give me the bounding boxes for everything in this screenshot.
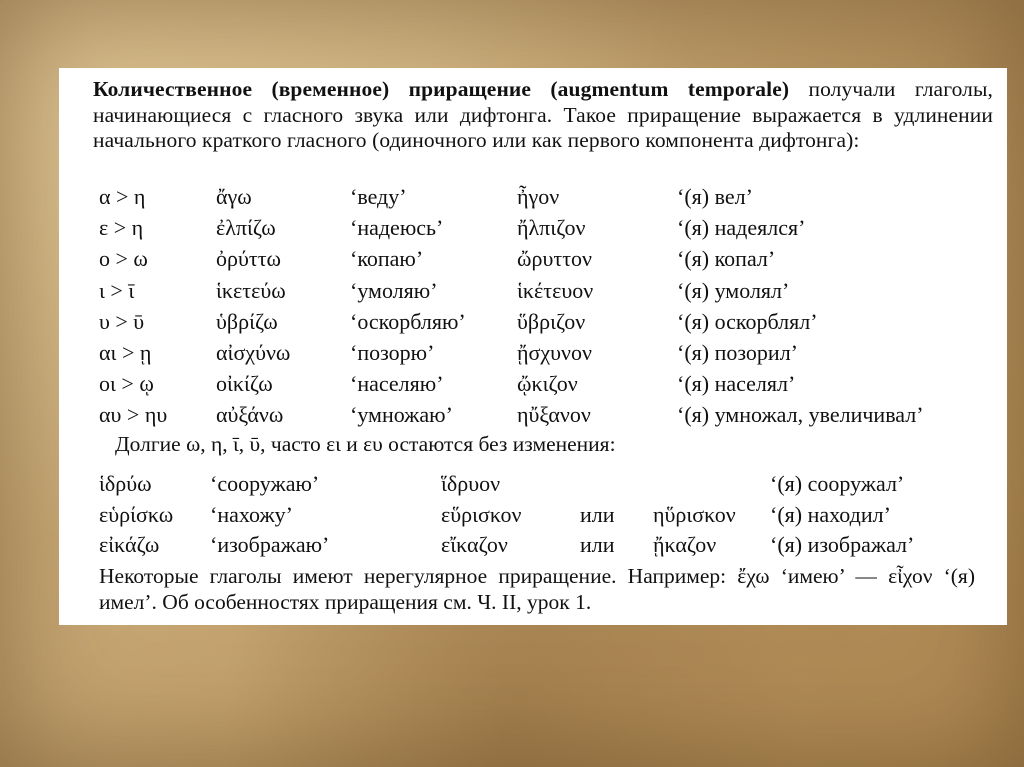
table-row bbox=[93, 530, 993, 561]
imperfect-gloss: ‘(я) находил’ bbox=[770, 501, 891, 527]
present-gloss: ‘умножаю’ bbox=[350, 402, 453, 428]
connector-word: или bbox=[580, 501, 615, 527]
vowel-change: υ > ῡ bbox=[99, 308, 145, 334]
imperfect-gloss: ‘(я) умножал, увеличивал’ bbox=[677, 402, 924, 428]
augment-table bbox=[93, 181, 993, 431]
imperfect-form: ὕβριζον bbox=[517, 308, 586, 334]
imperfect-gloss: ‘(я) позорил’ bbox=[677, 339, 799, 365]
table-row bbox=[93, 337, 993, 368]
imperfect-gloss: ‘(я) сооружал’ bbox=[770, 471, 905, 496]
present-form: αἰσχύνω bbox=[216, 339, 291, 365]
text-page bbox=[59, 68, 1007, 625]
imperfect-form: ᾔσχυνον bbox=[517, 339, 592, 365]
present-form: οἰκίζω bbox=[216, 371, 273, 397]
imperfect-gloss: ‘(я) копал’ bbox=[677, 246, 776, 272]
present-gloss: ‘изображаю’ bbox=[210, 532, 330, 557]
present-form: ἄγω bbox=[216, 184, 252, 209]
table-row bbox=[93, 500, 993, 531]
present-form: ἐλπίζω bbox=[216, 215, 276, 241]
present-form: αὐξάνω bbox=[216, 402, 284, 428]
table-row bbox=[93, 306, 993, 337]
present-gloss: ‘копаю’ bbox=[350, 246, 424, 272]
vowel-change: ο > ω bbox=[99, 246, 148, 272]
table-row bbox=[93, 243, 993, 274]
intro-term: Количественное (временное) приращение (augmentum temporale) bbox=[93, 77, 790, 101]
table-row bbox=[93, 212, 993, 243]
vowel-change: αυ > ηυ bbox=[99, 402, 168, 428]
variant-form: ηὕρισκον bbox=[653, 501, 736, 527]
imperfect-form: ἵδρυον bbox=[441, 471, 501, 496]
imperfect-gloss: ‘(я) оскорблял’ bbox=[677, 308, 818, 334]
table-row bbox=[93, 399, 993, 430]
vowel-change: ι > ῑ bbox=[99, 277, 135, 303]
imperfect-gloss: ‘(я) населял’ bbox=[677, 371, 796, 397]
table-row bbox=[93, 469, 993, 500]
imperfect-form: εἴκαζον bbox=[441, 532, 508, 557]
long-vowels-note: Долгие ω, η, ῑ, ῡ, часто ει и ευ остаются без изменения: bbox=[115, 432, 616, 456]
vowel-change: αι > ῃ bbox=[99, 339, 152, 365]
imperfect-gloss: ‘(я) вел’ bbox=[677, 184, 753, 209]
imperfect-form: ἤλπιζον bbox=[517, 215, 586, 241]
present-form: εἰκάζω bbox=[99, 532, 160, 557]
present-gloss: ‘умоляю’ bbox=[350, 277, 438, 303]
present-gloss: ‘надеюсь’ bbox=[350, 215, 444, 241]
imperfect-gloss: ‘(я) умолял’ bbox=[677, 277, 790, 303]
vowel-change: α > η bbox=[99, 184, 146, 209]
present-form: ἱκετεύω bbox=[216, 277, 286, 303]
imperfect-form: εὕρισκον bbox=[441, 501, 522, 527]
intro-text: получали глаголы, начинающиеся с гласного звука или дифтонга. Такое приращение выражается в удлинении начального краткого гласного (одиночного или как первого компонента дифтонга): bbox=[93, 77, 993, 152]
present-form: ἱδρύω bbox=[99, 471, 152, 496]
present-gloss: ‘нахожу’ bbox=[210, 501, 294, 527]
table-row bbox=[93, 368, 993, 399]
present-form: ὑβρίζω bbox=[216, 308, 278, 334]
intro-paragraph bbox=[93, 77, 993, 154]
imperfect-gloss: ‘(я) изображал’ bbox=[770, 532, 915, 557]
variant-form: ᾔκαζον bbox=[653, 532, 717, 557]
vowel-change: οι > ῳ bbox=[99, 371, 154, 397]
imperfect-form: ηὔξανον bbox=[517, 402, 591, 428]
present-gloss: ‘сооружаю’ bbox=[210, 471, 320, 496]
present-gloss: ‘оскорбляю’ bbox=[350, 308, 466, 334]
present-gloss: ‘веду’ bbox=[350, 184, 407, 209]
imperfect-form: ἱκέτευον bbox=[517, 277, 594, 303]
imperfect-gloss: ‘(я) надеялся’ bbox=[677, 215, 806, 241]
unchanged-table bbox=[93, 469, 993, 561]
present-gloss: ‘позорю’ bbox=[350, 339, 435, 365]
present-gloss: ‘населяю’ bbox=[350, 371, 444, 397]
present-form: ὀρύττω bbox=[216, 246, 282, 272]
connector-word: или bbox=[580, 532, 615, 557]
page-content bbox=[93, 77, 993, 614]
vowel-change: ε > η bbox=[99, 215, 144, 241]
table-row bbox=[93, 181, 993, 212]
irregular-augment-paragraph: Некоторые глаголы имеют нерегулярное приращение. Например: ἔχω ‘имею’ — εἶχον ‘(я) имел’. Об особенностях приращения см. Ч. II, урок 1. bbox=[99, 564, 975, 614]
present-form: εὑρίσκω bbox=[99, 501, 174, 527]
table-row bbox=[93, 275, 993, 306]
imperfect-form: ἦγον bbox=[517, 184, 560, 209]
imperfect-form: ὤρυττον bbox=[517, 246, 592, 272]
imperfect-form: ᾤκιζον bbox=[517, 371, 578, 397]
